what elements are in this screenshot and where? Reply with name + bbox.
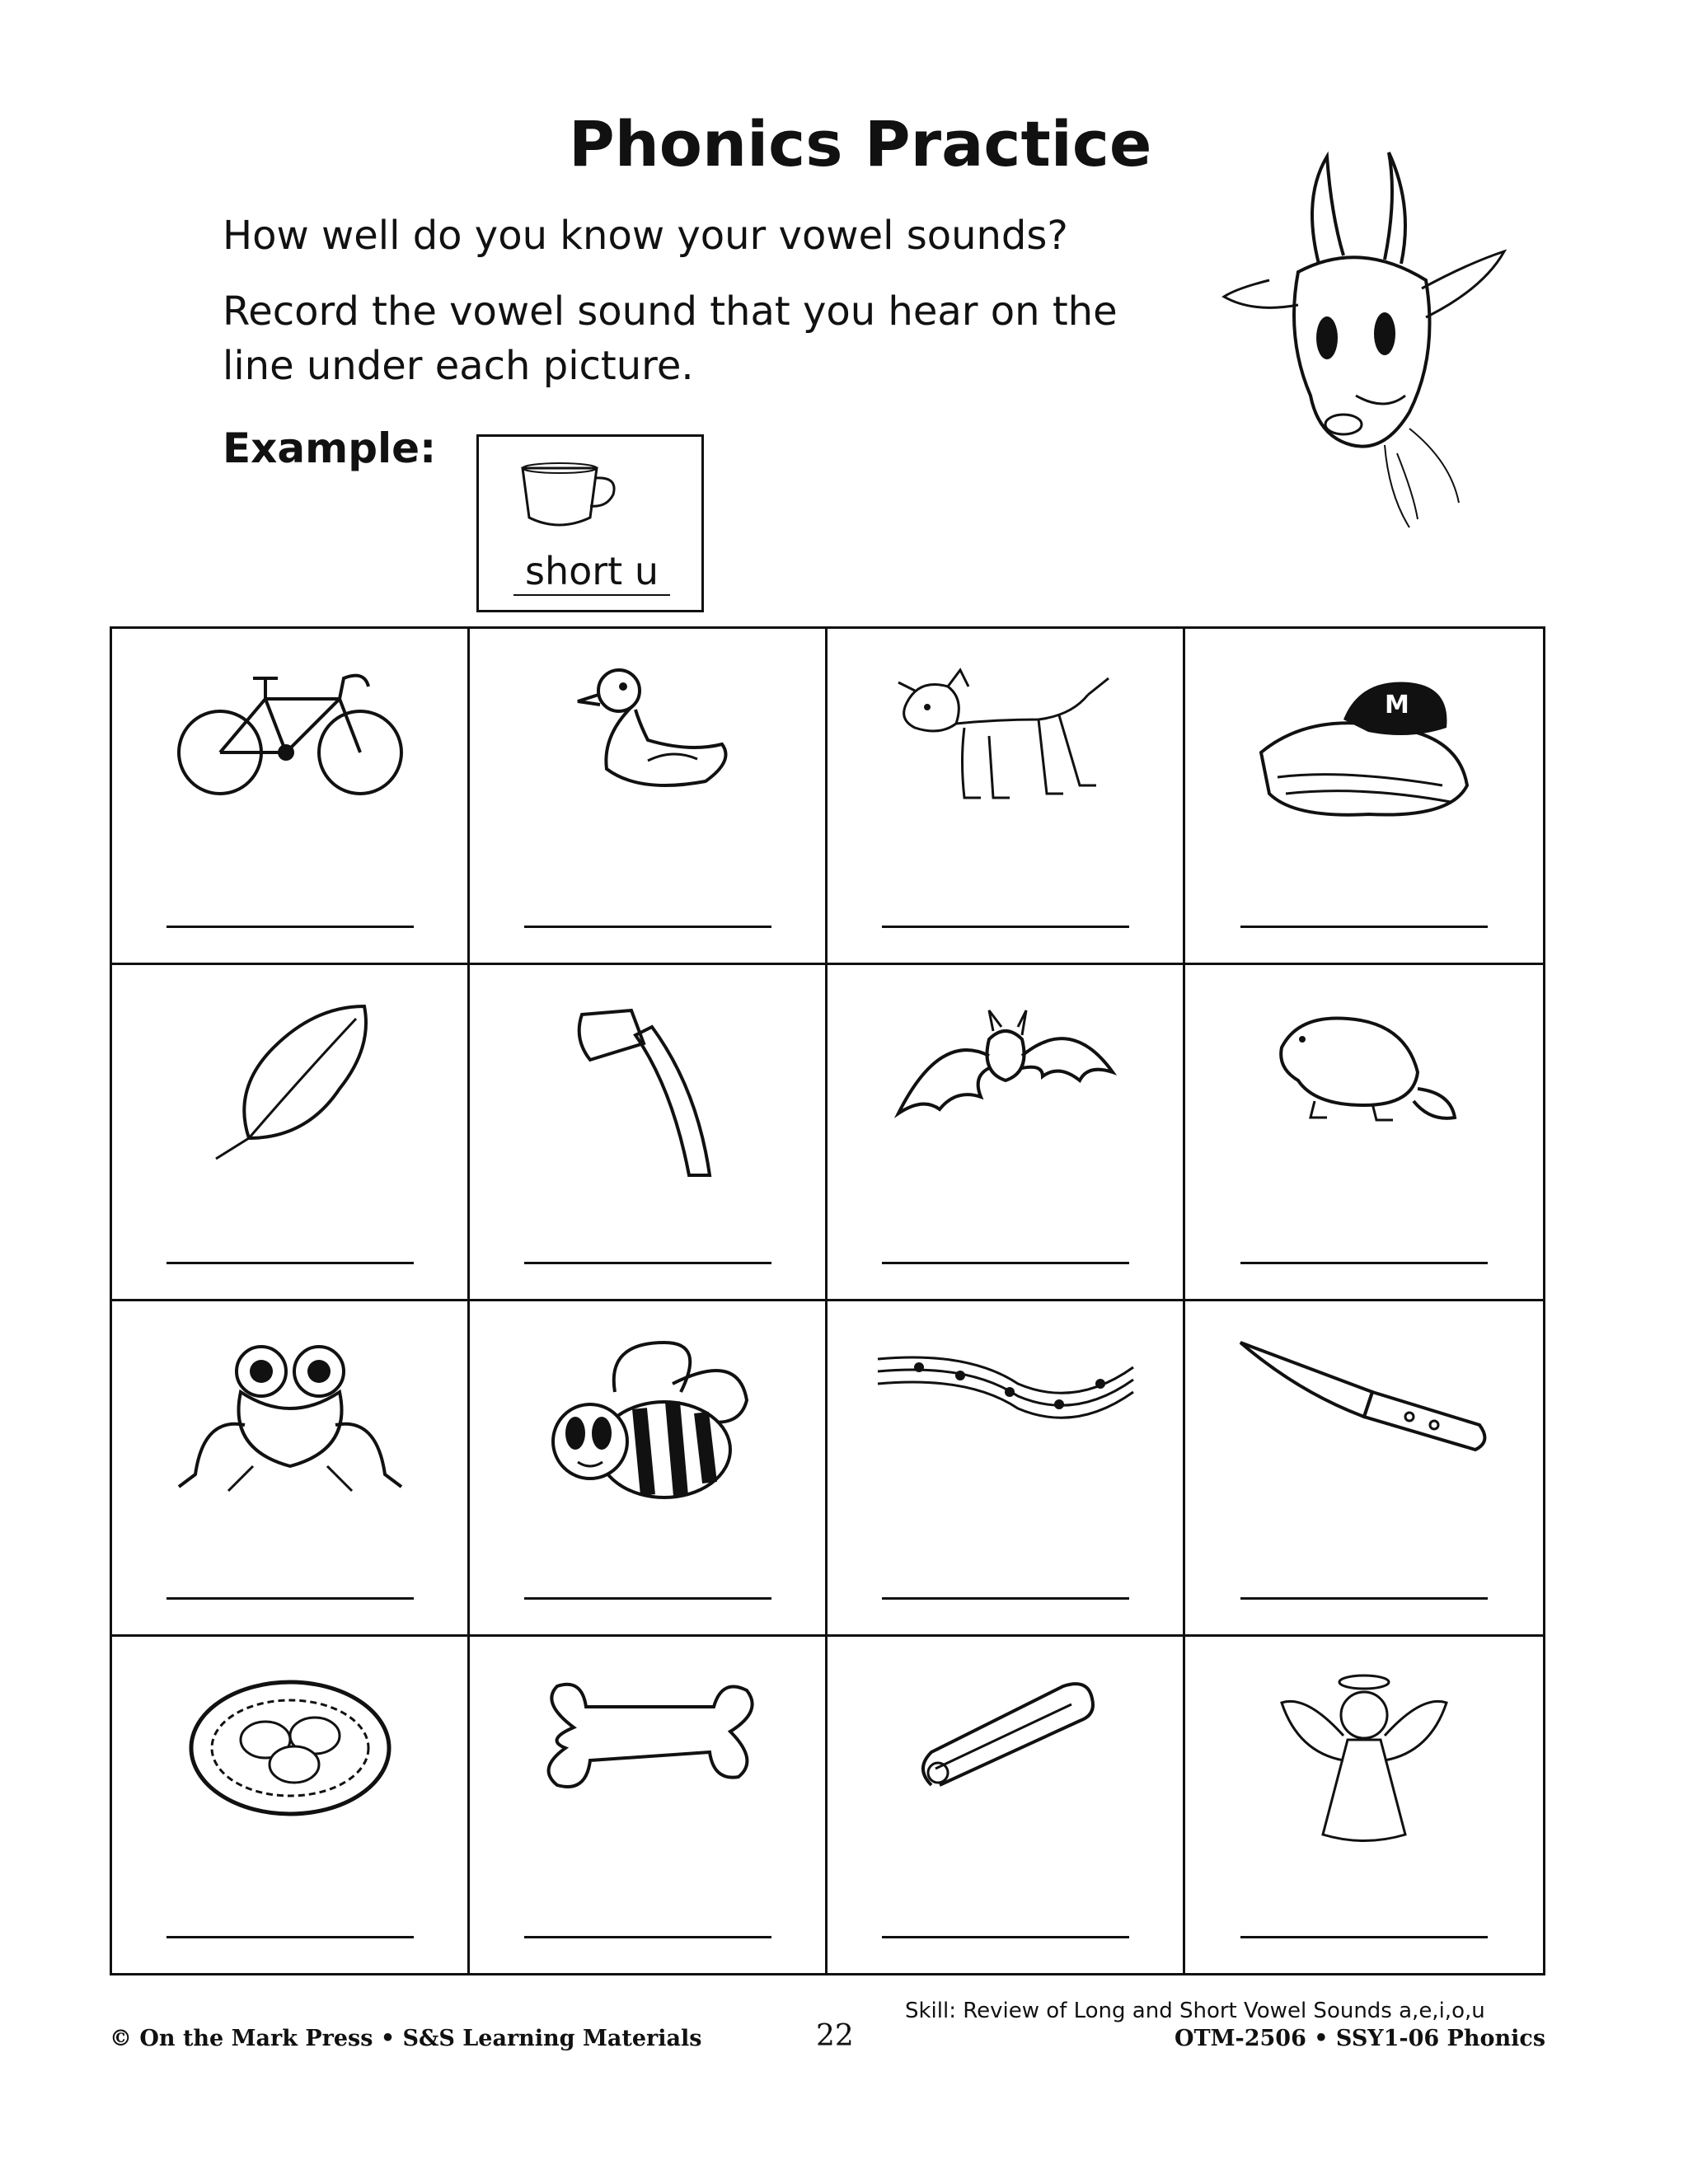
leaf-icon	[199, 998, 381, 1163]
example-box	[476, 434, 704, 612]
bicycle-icon	[175, 662, 406, 802]
example-label: Example:	[223, 424, 437, 472]
answer-line[interactable]	[1240, 1597, 1488, 1600]
answer-line[interactable]	[882, 926, 1129, 928]
picture-cell	[828, 1637, 1185, 1973]
footer-copyright: © On the Mark Press • S&S Learning Materials	[110, 2026, 702, 2051]
answer-line[interactable]	[1240, 926, 1488, 928]
picture-cell	[112, 1637, 470, 1973]
cup-icon	[516, 460, 623, 534]
picture-cell	[470, 965, 828, 1301]
music-notes-icon	[870, 1334, 1142, 1433]
page-title: Phonics Practice	[569, 107, 1152, 180]
nest-with-eggs-icon	[183, 1670, 397, 1826]
duck-icon	[557, 662, 738, 802]
svg-text:M: M	[1385, 691, 1409, 719]
answer-line[interactable]	[166, 1262, 414, 1264]
picture-cell	[1185, 629, 1543, 965]
bone-icon	[524, 1670, 771, 1835]
answer-line[interactable]	[1240, 1936, 1488, 1938]
intro-question: How well do you know your vowel sounds?	[223, 213, 1068, 259]
answer-line[interactable]	[166, 926, 414, 928]
bat-icon	[890, 998, 1121, 1130]
footer-code: OTM-2506 • SSY1-06 Phonics	[1175, 2026, 1546, 2051]
picture-cell	[470, 1301, 828, 1638]
picture-cell	[828, 629, 1185, 965]
instruction-line-2: line under each picture.	[223, 343, 694, 389]
picture-cell	[470, 629, 828, 965]
baseball-cap-and-clothes-icon	[1245, 662, 1484, 827]
page-number: 22	[816, 2019, 854, 2053]
picture-cell	[1185, 1637, 1543, 1973]
goat-icon	[1220, 148, 1517, 536]
answer-line[interactable]	[1240, 1262, 1488, 1264]
example-answer: short u	[513, 548, 670, 596]
answer-line[interactable]	[882, 1262, 1129, 1264]
picture-cell	[1185, 965, 1543, 1301]
answer-line[interactable]	[166, 1597, 414, 1600]
answer-line[interactable]	[524, 1597, 771, 1600]
answer-line[interactable]	[524, 926, 771, 928]
picture-cell	[112, 629, 470, 965]
footer-skill: Skill: Review of Long and Short Vowel Sounds a,e,i,o,u	[905, 1999, 1485, 2023]
picture-cell	[828, 965, 1185, 1301]
answer-line[interactable]	[882, 1597, 1129, 1600]
answer-line[interactable]	[524, 1262, 771, 1264]
picture-grid	[110, 626, 1545, 1975]
safety-pin-icon	[907, 1670, 1104, 1802]
knife-icon	[1232, 1334, 1496, 1466]
dog-icon	[882, 662, 1129, 818]
bee-icon	[541, 1334, 755, 1507]
answer-line[interactable]	[524, 1936, 771, 1938]
frog-icon	[171, 1334, 410, 1499]
angel-icon	[1273, 1670, 1455, 1851]
picture-cell	[112, 965, 470, 1301]
beaver-icon	[1265, 998, 1463, 1130]
picture-cell	[112, 1301, 470, 1638]
answer-line[interactable]	[166, 1936, 414, 1938]
answer-line[interactable]	[882, 1936, 1129, 1938]
picture-cell	[828, 1301, 1185, 1638]
axe-icon	[565, 998, 730, 1188]
picture-cell	[470, 1637, 828, 1973]
instruction-line-1: Record the vowel sound that you hear on the	[223, 288, 1118, 335]
picture-cell	[1185, 1301, 1543, 1638]
